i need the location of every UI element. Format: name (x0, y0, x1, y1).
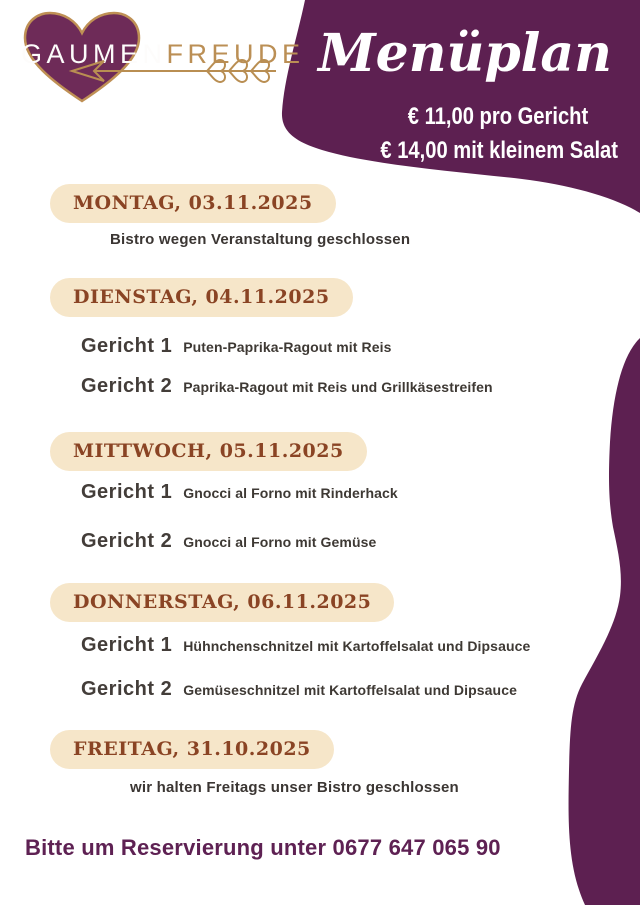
dish-description: Gnocci al Forno mit Rinderhack (183, 485, 398, 501)
dish-name: Gericht 1 (81, 634, 173, 656)
brand-name-part2: FREUDE (166, 39, 305, 69)
right-edge-blob (569, 338, 640, 905)
dish-description: Gnocci al Forno mit Gemüse (183, 534, 377, 550)
dish-row (81, 678, 517, 701)
price-line-1: € 11,00 pro Gericht (407, 103, 589, 130)
dish-description: Paprika-Ragout mit Reis und Grillkäsestreifen (183, 379, 493, 395)
price-info (358, 100, 638, 168)
arrow-icon (68, 58, 280, 84)
day-note: Bistro wegen Veranstaltung geschlossen (110, 231, 411, 248)
dish-row (81, 634, 530, 657)
day-header: DONNERSTAG, 06.11.2025 (50, 583, 394, 622)
day-note: wir halten Freitags unser Bistro geschlossen (130, 779, 459, 796)
dish-name: Gericht 2 (81, 530, 173, 552)
dish-row (81, 375, 493, 398)
day-header: MONTAG, 03.11.2025 (50, 184, 336, 223)
dish-description: Puten-Paprika-Ragout mit Reis (183, 339, 392, 355)
dish-name: Gericht 1 (81, 335, 173, 357)
dish-row (81, 481, 398, 504)
day-header: MITTWOCH, 05.11.2025 (50, 432, 367, 471)
page-title: Menüplan (318, 23, 612, 84)
dish-name: Gericht 2 (81, 375, 173, 397)
dish-row (81, 530, 376, 553)
price-line-2: € 14,00 mit kleinem Salat (380, 137, 618, 164)
brand-name-part1: GAUMEN (21, 39, 167, 69)
dish-description: Hühnchenschnitzel mit Kartoffelsalat und Dipsauce (183, 638, 531, 654)
dish-name: Gericht 1 (81, 481, 173, 503)
reservation-text: Bitte um Reservierung unter 0677 647 065 90 (25, 835, 501, 860)
dish-name: Gericht 2 (81, 678, 173, 700)
dish-row (81, 335, 391, 358)
dish-description: Gemüseschnitzel mit Kartoffelsalat und Dipsauce (183, 682, 517, 698)
day-header: FREITAG, 31.10.2025 (50, 730, 334, 769)
day-header: DIENSTAG, 04.11.2025 (50, 278, 353, 317)
